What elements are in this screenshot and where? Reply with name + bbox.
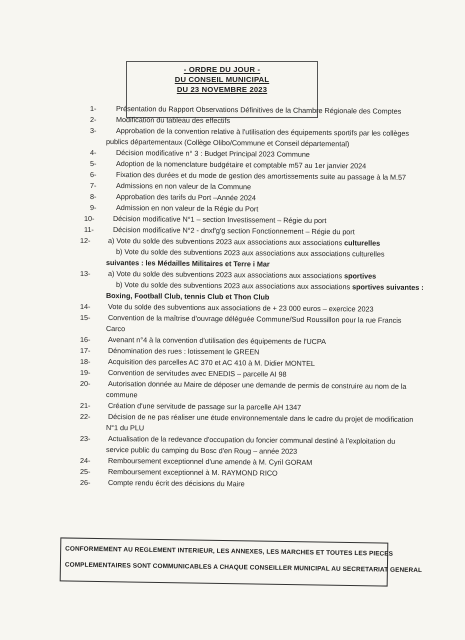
header-council: DU CONSEIL MUNICIPAL (174, 75, 270, 84)
agenda-item-text: Actualisation de la redevance d'occupation du foncier communal destiné à l'exploitation du (107, 434, 396, 446)
agenda-item-number: 11- (83, 224, 94, 235)
agenda-item-text: Convention de servitudes avec ENEDIS – parcelle AI 98 (107, 368, 287, 379)
agenda-item-text: Compte rendu écrit des décisions du Maire (107, 478, 245, 489)
agenda-item-text: Présentation du Rapport Observations Définitives de la Chambre Régionale des Comptes (115, 104, 402, 116)
footer-line-1: CONFORMEMENT AU REGLEMENT INTERIEUR, LES ANNEXES, LES MARCHES ET TOUTES LES PIECES (65, 545, 394, 558)
agenda-item-number: 23- (79, 433, 91, 444)
agenda-item-number: 4- (89, 147, 97, 158)
agenda-item-number: 22- (79, 411, 91, 422)
agenda-item-text: Modification du tableau des effectifs (115, 115, 231, 126)
agenda-item-text: Création d'une servitude de passage sur la parcelle AH 1347 (107, 401, 302, 412)
agenda-item-text: Autorisation donnée au Maire de déposer une demande de permis de construire au nom de la (107, 379, 407, 391)
agenda-item-number: 18- (79, 356, 91, 367)
agenda-item-text: b) Vote du solde des subventions 2023 aux associations aux associations culturelles (115, 247, 385, 259)
agenda-item-text: Remboursement exceptionnel d'une amende à M. Cyril GORAM (107, 456, 313, 467)
agenda-item-number: 17- (79, 345, 91, 356)
agenda-item-number: 24- (79, 455, 91, 466)
agenda-item-number: 9- (89, 202, 97, 213)
agenda-item-number: 6- (89, 169, 97, 180)
agenda-item-text: commune (105, 390, 138, 400)
agenda-item-text: Décision modificative N°2 - dnxf'g'g section Fonctionnement – Régie du port (112, 225, 355, 237)
agenda-item-number: 5- (89, 158, 97, 169)
agenda-item-text: Approbation de la convention relative à l'utilisation des équipements sportifs par les collèges (115, 126, 410, 138)
agenda-item-text: Adoption de la nomenclature budgétaire et comptable m57 au 1er janvier 2024 (115, 159, 367, 171)
agenda-item-text: Remboursement exceptionnel à M. RAYMOND RICO (107, 467, 278, 478)
agenda-item-text: service public du camping du Bosc d'en Roug – année 2023 (105, 445, 298, 456)
agenda-item-text: a) Vote du solde des subventions 2023 aux associations aux associations sportives (107, 269, 377, 281)
agenda-item-text: N°1 du PLU (105, 423, 145, 433)
header-date: DU 23 NOVEMBRE 2023 (176, 85, 268, 94)
agenda-item-number: 16- (79, 334, 91, 345)
agenda-item-number: 3- (89, 125, 97, 136)
agenda-item-text: Approbation des tarifs du Port –Année 2024 (115, 192, 256, 203)
agenda-item-text: b) Vote du solde des subventions 2023 aux associations aux associations sportives suivantes : (115, 280, 424, 292)
agenda-item-number: 8- (89, 191, 97, 202)
agenda-item-text: Carco (105, 324, 126, 334)
agenda-item-text: a) Vote du solde des subventions 2023 aux associations aux associations culturelles (107, 236, 381, 248)
agenda-item-number: 13- (79, 268, 91, 279)
agenda-item-number: 21- (79, 400, 91, 411)
footer-notice (60, 537, 423, 586)
agenda-item-text: publics départementaux (Collège Olibo/Commune et Conseil départemental) (105, 137, 350, 149)
agenda-item-text: Décision de ne pas réaliser une étude environnementale dans le cadre du projet de modification (107, 412, 414, 424)
agenda-item-text: Fixation des durées et du mode de gestion des amortissements suite au passage à la M.57 (115, 170, 407, 182)
agenda-item-number: 10- (83, 213, 95, 224)
agenda-item-number: 25- (79, 466, 91, 477)
agenda-item-text: Vote du solde des subventions aux associations de + 23 000 euros – exercice 2023 (107, 302, 374, 314)
agenda-item-number: 20- (79, 378, 91, 389)
agenda-item-number: 2- (89, 114, 97, 125)
agenda-item-number: 14- (79, 301, 91, 312)
agenda-item-text: Convention de la maîtrise d'ouvrage déléguée Commune/Sud Roussillon pour la rue Francis (107, 313, 402, 325)
agenda-item-text: Boxing, Football Club, tennis Club et Thon Club (105, 291, 270, 302)
agenda-item-text: Admissions en non valeur de la Commune (115, 181, 252, 192)
agenda-item-text: Admission en non valeur de la Régie du Port (115, 203, 259, 214)
agenda-item-number: 19- (79, 367, 91, 378)
footer-line-2: COMPLEMENTAIRES SONT COMMUNICABLES A CHAQUE CONSEILLER MUNICIPAL AU SECRETARIAT GENERAL (64, 561, 423, 575)
agenda-item-text: Acquisition des parcelles AC 370 et AC 410 à M. Didier MONTEL (107, 357, 315, 368)
agenda-item-number: 1- (89, 103, 97, 114)
agenda-item-text: suivantes : les Médailles Militaires et Terre i Mar (105, 258, 270, 269)
agenda-item-number: 26- (79, 477, 91, 488)
agenda-item-text: Avenant n°4 à la convention d'utilisation des équipements de l'UCPA (107, 335, 326, 347)
agenda-item-text: Décision modificative N°1 – section Investissement – Régie du port (112, 214, 327, 226)
agenda-item-number: 12- (79, 235, 91, 246)
agenda-item-number: 15- (79, 312, 91, 323)
agenda-item-text: Dénomination des rues : lotissement le GREEN (107, 346, 260, 357)
agenda-item-number: 7- (89, 180, 97, 191)
agenda-item-text: Décision modificative n° 3 : Budget Principal 2023 Commune (115, 148, 310, 159)
header-title: - ORDRE DU JOUR - (183, 65, 261, 74)
